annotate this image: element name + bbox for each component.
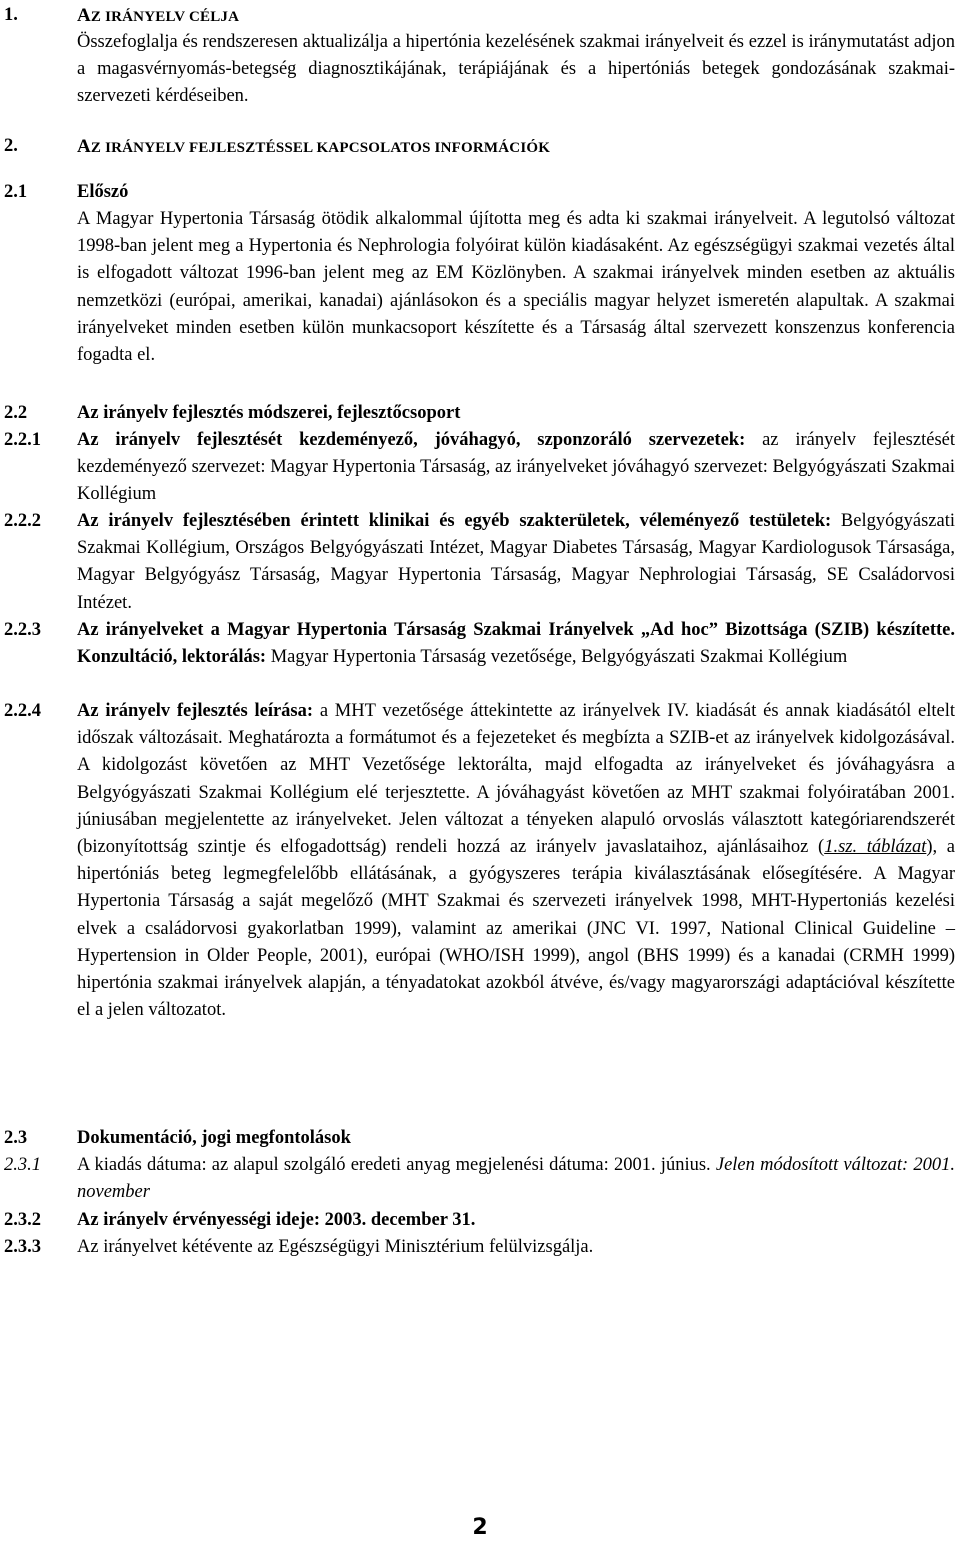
section-2-1-number: 2.1 — [4, 182, 28, 202]
section-2-2-4-body-a: a MHT vezetősége áttekintette az irányelvek IV. kiadását és annak kiadásától eltelt időszak változásait. Meghatározta a formátumot és a fejezeteket és megbízta a SZIB-et az irányelvek kidolgozásával. A kidolgozást követően az MHT Vezetősége lektorálta, majd elfogadta az irányelveket és jóváhagyásra a Belgyógyászati Szakmai Kollégium elé terjesztette. A jóváhagyást követően az MHT szakmai folyóiratában 2001. júniusában megjelentette az irányelveket. Jelen változat a tényeken alapuló orvoslás választott kategóriarendszerét (bizonyítottság szintje és elfogadottság) rendeli hozzá az irányelv javaslataihoz, ajánlásaihoz ( — [77, 701, 955, 858]
section-1-number: 1. — [4, 5, 18, 25]
section-2-3-1-italic: Jelen módosított változat: 2001. november — [77, 1155, 956, 1203]
section-2-2-2-body: Belgyógyászati Szakmai Kollégium, Országos Belgyógyászati Intézet, Magyar Diabetes Társaság, Magyar Kardiologusok Társasága, Magyar Belgyógyász Társaság, Magyar Hypertonia Társaság, Magyar Nephrologiai Társaság, SE Családorvosi Intézet. — [77, 511, 955, 613]
section-2-number: 2. — [4, 136, 18, 156]
section-2-2-2-lead: Az irányelv fejlesztésében érintett klinikai és egyéb szakterületek, véleményező testületek: — [77, 511, 832, 531]
section-1-title — [77, 2, 239, 31]
section-2-3-1-body: A kiadás dátuma: az alapul szolgáló eredeti anyag megjelenési dátuma: 2001. június. — [77, 1155, 716, 1175]
section-2-2-2-number: 2.2.2 — [4, 511, 41, 531]
section-2-3-2-number: 2.3.2 — [4, 1210, 41, 1230]
section-2-2-4-body-b: ), a hipertóniás beteg legmegfelelőbb ellátásának, a gyógyszeres terápia kiválasztásának elősegítésére. A Magyar Hypertonia Társaság a saját megelőző (MHT Szakmai és szervezeti irányelvek 1998, MHT-Hypertoniás kezelési elvek a családorvosi gyakorlatban 1999), valamint az amerikai (JNC VI. 1997, National Clinical Guideline – Hypertension in Older People, 2001), európai (WHO/ISH 1999), angol (BHS 1999) és a kanadai (CRMH 1999) hipertónia szakmai irányelvek alapján, a tényadatokat azokból átvéve, és/vagy magyarországi adaptációval készítette el a jelen változatot. — [77, 837, 955, 1021]
section-2-title — [77, 133, 550, 162]
page-number: 2 — [472, 1515, 488, 1540]
section-2-2-4-number: 2.2.4 — [4, 701, 41, 721]
section-2-2-3-text — [77, 617, 955, 671]
section-2-3-1-text — [77, 1152, 955, 1206]
section-2-3-3-number: 2.3.3 — [4, 1237, 41, 1257]
section-2-3-number: 2.3 — [4, 1128, 28, 1148]
section-2-3-2-text: Az irányelv érvényességi ideje: 2003. december 31. — [77, 1210, 476, 1230]
section-2-title-rest: Z IRÁNYELV FEJLESZTÉSSEL KAPCSOLATOS INFORMÁCIÓK — [90, 140, 551, 156]
section-1-title-rest: Z IRÁNYELV CÉLJA — [90, 9, 240, 25]
section-2-3-3-text: Az irányelvet kétévente az Egészségügyi Minisztérium felülvizsgálja. — [77, 1237, 594, 1257]
section-2-title-cap: A — [77, 136, 91, 157]
section-2-2-4-text — [77, 698, 955, 1024]
section-2-1-title: Előszó — [77, 182, 129, 202]
section-1-text: Összefoglalja és rendszeresen aktualizálja a hipertónia kezelésének szakmai irányelveit és ezzel is iránymutatást adjon a magasvérnyomás-betegség diagnosztikájának, terápiájának és a hipertóniás betegek gondozásának szakmai-szervezeti kérdéseiben. — [77, 32, 955, 107]
section-2-2-1-body: az irányelv fejlesztését kezdeményező szervezet: Magyar Hypertonia Társaság, az irányelveket jóváhagyó szervezet: Belgyógyászati Szakmai Kollégium — [77, 430, 955, 505]
section-2-2-title: Az irányelv fejlesztés módszerei, fejlesztőcsoport — [77, 403, 461, 423]
section-2-2-2-text — [77, 508, 955, 617]
section-2-3-1-number: 2.3.1 — [4, 1155, 41, 1175]
section-2-2-number: 2.2 — [4, 403, 28, 423]
section-2-2-4-lead: Az irányelv fejlesztés leírása: — [77, 701, 314, 721]
section-2-2-1-text — [77, 427, 955, 509]
section-2-3-title: Dokumentáció, jogi megfontolások — [77, 1128, 351, 1148]
section-2-2-1-number: 2.2.1 — [4, 430, 41, 450]
section-2-2-3-number: 2.2.3 — [4, 620, 41, 640]
section-2-2-3-body: Magyar Hypertonia Társaság vezetősége, Belgyógyászati Szakmai Kollégium — [266, 647, 848, 668]
section-2-1-text: A Magyar Hypertonia Társaság ötödik alkalommal újította meg és adta ki szakmai irányelveit. A legutolsó változat 1998-ban jelent meg a Hypertonia és Nephrologia folyóirat külön kiadásaként. Az egészségügyi szakmai vezetés által is elfogadott változat 1996-ban jelent meg az EM Közlönyben. A szakmai irányelvek minden esetben az aktuális nemzetközi (európai, amerikai, kanadai) ajánlásokon és a speciális magyar helyzet ismeretén alapultak. A szakmai irányelveket minden esetben külön munkacsoport készítette és a Társaság által szervezett konszenzus konferencia fogadta el. — [77, 209, 955, 366]
table-1-link[interactable]: 1.sz. táblázat — [824, 837, 927, 858]
section-1-title-cap: A — [77, 5, 91, 26]
section-2-2-3-lead: Az irányelveket a Magyar Hypertonia Társaság Szakmai Irányelvek „Ad hoc” Bizottsága (SZIB) készítette. Konzultáció, lektorálás: — [77, 620, 955, 668]
section-2-2-1-lead: Az irányelv fejlesztését kezdeményező, jóváhagyó, szponzoráló szervezetek: — [77, 430, 746, 450]
